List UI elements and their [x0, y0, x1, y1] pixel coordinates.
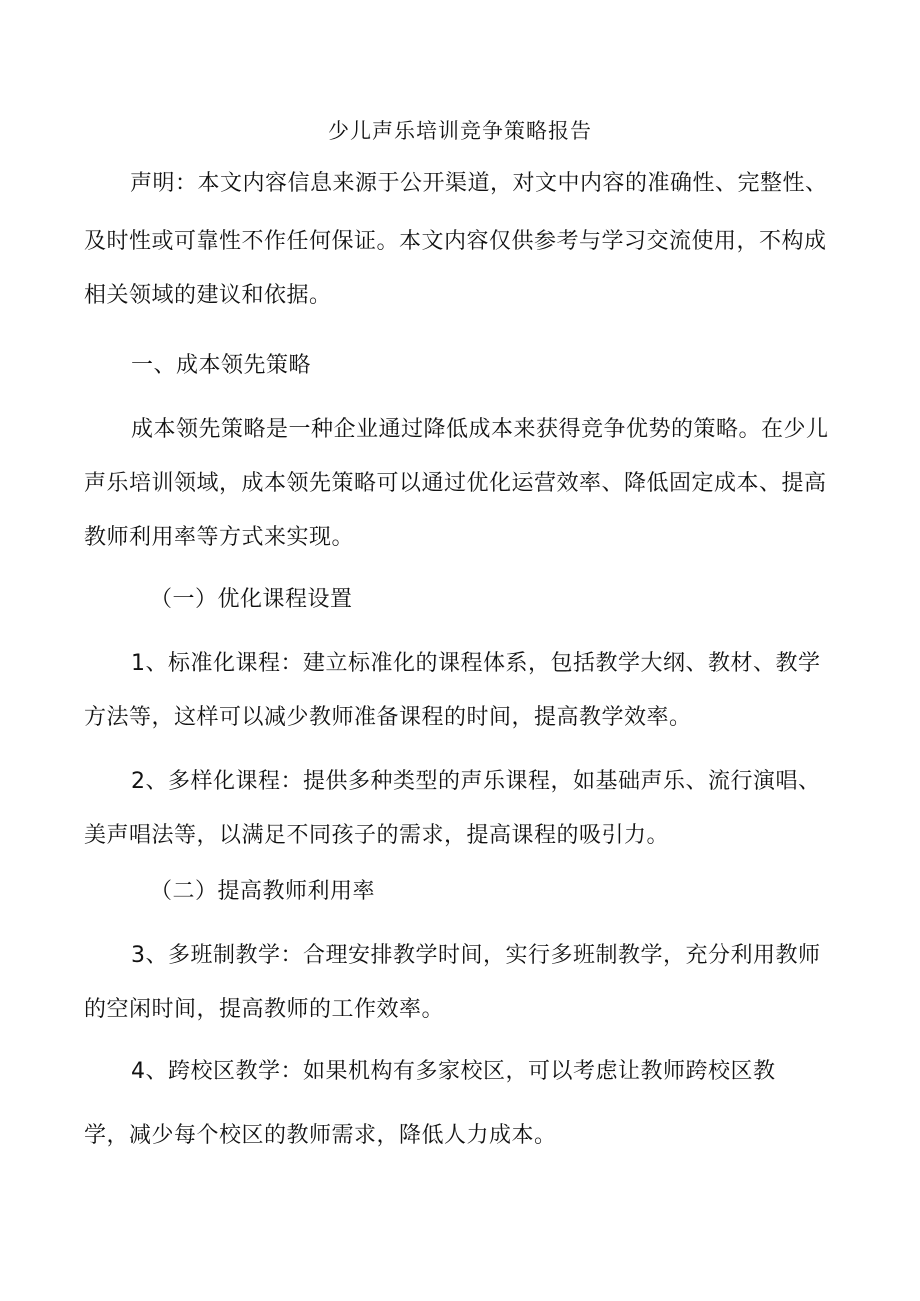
- disclaimer-line-2: 及时性或可靠性不作任何保证。本文内容仅供参考与学习交流使用，不构成: [84, 229, 827, 254]
- item-2-line-1: 2、多样化课程：提供多种类型的声乐课程，如基础声乐、流行演唱、: [131, 769, 821, 794]
- disclaimer-line-1: 声明：本文内容信息来源于公开渠道，对文中内容的准确性、完整性、: [130, 171, 828, 196]
- subsection-heading-2: （二）提高教师利用率: [150, 879, 376, 904]
- item-1-line-2: 方法等，这样可以减少教师准备课程的时间，提高教学效率。: [84, 705, 692, 730]
- disclaimer-line-3: 相关领域的建议和依据。: [84, 283, 332, 308]
- item-3-line-1: 3、多班制教学：合理安排教学时间，实行多班制教学，充分利用教师: [131, 943, 821, 968]
- item-4-line-1: 4、跨校区教学：如果机构有多家校区，可以考虑让教师跨校区教: [131, 1059, 776, 1084]
- item-3-line-2: 的空闲时间，提高教师的工作效率。: [84, 997, 445, 1022]
- paragraph-1-line-3: 教师利用率等方式来实现。: [84, 525, 355, 550]
- item-1-line-1: 1、标准化课程：建立标准化的课程体系，包括教学大纲、教材、教学: [131, 651, 821, 676]
- paragraph-1-line-1: 成本领先策略是一种企业通过降低成本来获得竞争优势的策略。在少儿: [131, 417, 829, 442]
- subsection-heading-1: （一）优化课程设置: [150, 587, 353, 612]
- section-heading-1: 一、成本领先策略: [131, 353, 312, 378]
- item-4-line-2: 学，减少每个校区的教师需求，降低人力成本。: [84, 1123, 557, 1148]
- document-title: 少儿声乐培训竞争策略报告: [328, 119, 592, 143]
- paragraph-1-line-2: 声乐培训领域，成本领先策略可以通过优化运营效率、降低固定成本、提高: [84, 471, 827, 496]
- item-2-line-2: 美声唱法等，以满足不同孩子的需求，提高课程的吸引力。: [84, 823, 670, 848]
